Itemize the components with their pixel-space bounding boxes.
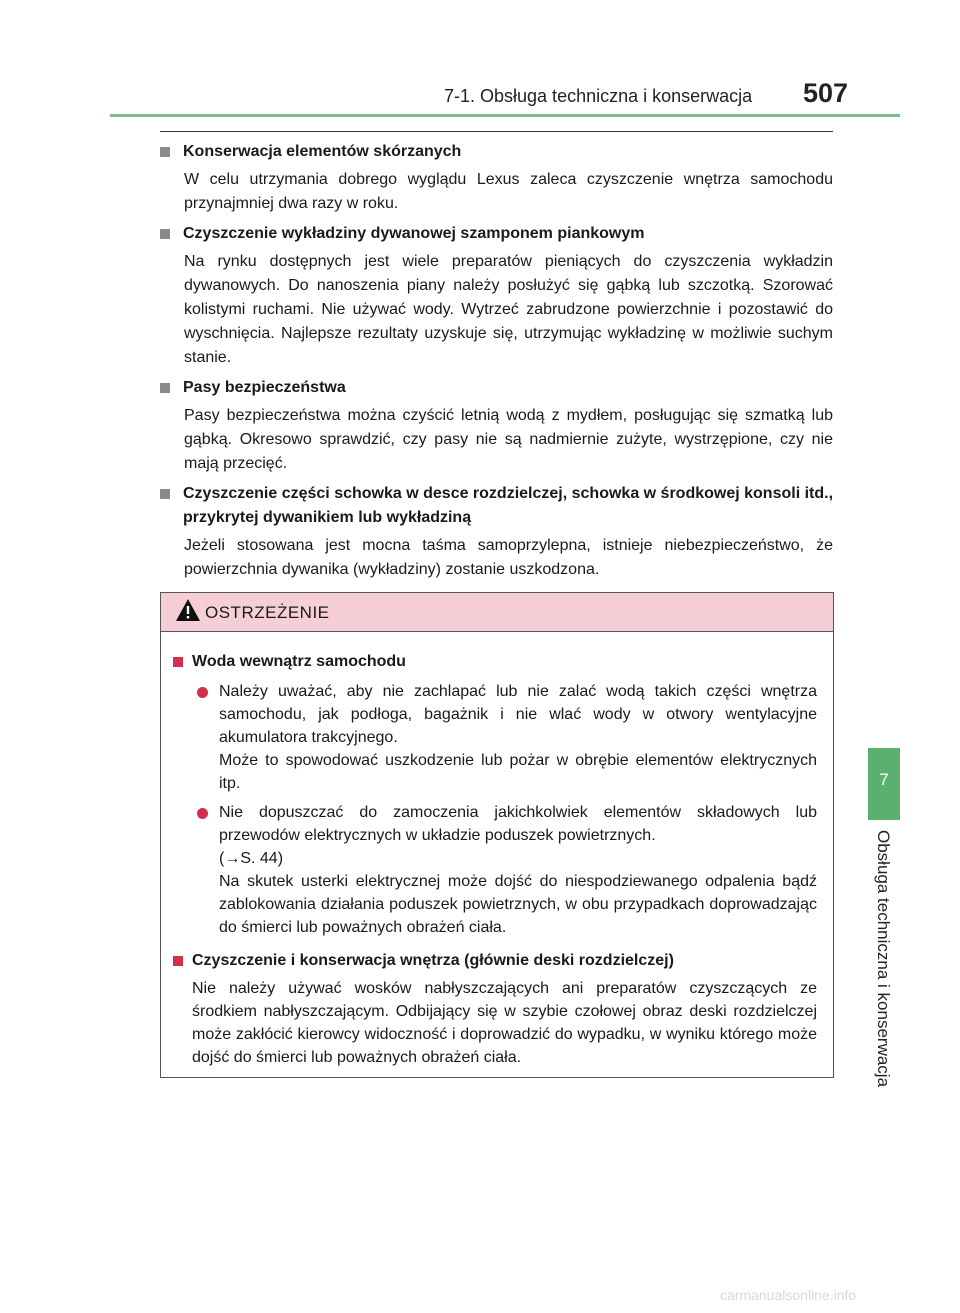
- red-square-bullet-icon: [173, 956, 183, 966]
- warning-text: Należy uważać, aby nie zachlapać lub nie zalać wodą takich części wnętrza samochodu, jak podłoga, bagażnik i nie wlać wody w otwory wentylacyjne akumulatora trakcyjnego.: [219, 683, 817, 746]
- warning-body: [161, 632, 833, 1069]
- page-header: [0, 0, 960, 120]
- page-reference-link[interactable]: (→S. 44): [219, 850, 284, 867]
- section-seatbelts: [160, 376, 833, 476]
- page-number: 507: [803, 78, 849, 108]
- square-bullet-icon: [160, 147, 170, 157]
- red-dot-bullet-icon: [197, 808, 208, 819]
- section-title: Konserwacja elementów skórzanych: [183, 143, 462, 160]
- section-body: W celu utrzymania dobrego wyglądu Lexus zaleca czyszczenie wnętrza samochodu przynajmniej dwa razy w roku.: [184, 171, 833, 212]
- main-content: [160, 140, 833, 588]
- content-divider: [160, 131, 833, 132]
- warning-bullet: [197, 801, 817, 939]
- section-leather: [160, 140, 833, 216]
- red-dot-bullet-icon: [197, 687, 208, 698]
- warning-triangle-icon: [175, 598, 201, 622]
- warning-section-title: Czyszczenie i konserwacja wnętrza (głównie deski rozdzielczej): [192, 952, 674, 969]
- watermark: carmanualsonline.info: [720, 1287, 857, 1303]
- section-body: Na rynku dostępnych jest wiele preparatów pieniących do czyszczenia wykładzin dywanowych. Do nanoszenia piany należy posłużyć się gąbką lub szczotką. Szorować kolistymi ruchami. Nie używać wody. Wytrzeć zabrudzone powierzchnie i pozostawić do wyschnięcia. Najlepsze rezultaty uzyskuje się, utrzymując wykładzinę w możliwie suchym stanie.: [184, 253, 833, 366]
- chapter-tab-number: 7: [879, 770, 889, 789]
- square-bullet-icon: [160, 383, 170, 393]
- warning-bullet: [197, 680, 817, 795]
- red-square-bullet-icon: [173, 657, 183, 667]
- section-body: Jeżeli stosowana jest mocna taśma samoprzylepna, istnieje niebezpieczeństwo, że powierzchnia dywanika (wykładziny) zostanie uszkodzona.: [184, 537, 833, 578]
- header-divider: [110, 114, 900, 117]
- section-carpet: [160, 222, 833, 370]
- warning-text: Na skutek usterki elektrycznej może dojść do niespodziewanego odpalenia bądź zablokowania działania poduszek powietrznych, w obu przypadkach doprowadzając do śmierci lub poważnych obrażeń ciała.: [219, 873, 817, 936]
- chapter-tab-label: [873, 830, 895, 1110]
- warning-box: [160, 592, 834, 1078]
- warning-title: OSTRZEŻENIE: [205, 603, 330, 622]
- warning-text: Nie należy używać wosków nabłyszczających ani preparatów czyszczących ze środkiem nabłyszczającym. Odbijający się w szybie czołowej obraz deski rozdzielczej może zakłócić kierowcy widoczność i doprowadzić do wypadku, w wyniku którego może dojść do śmierci lub poważnych obrażeń ciała.: [192, 980, 817, 1066]
- section-title: Czyszczenie części schowka w desce rozdzielczej, schowka w środkowej konsoli itd., przykrytej dywanikiem lub wykładziną: [183, 485, 834, 526]
- section-storage: [160, 482, 833, 582]
- chapter-title: 7-1. Obsługa techniczna i konserwacja: [444, 86, 753, 106]
- warning-section-title: Woda wewnątrz samochodu: [192, 653, 406, 670]
- warning-header: [161, 593, 833, 632]
- square-bullet-icon: [160, 229, 170, 239]
- section-title: Czyszczenie wykładziny dywanowej szamponem piankowym: [183, 225, 645, 242]
- section-body: Pasy bezpieczeństwa można czyścić letnią wodą z mydłem, posługując się szmatką lub gąbką. Okresowo sprawdzić, czy pasy nie są nadmiernie zużyte, wystrzępione, czy nie mają przecięć.: [184, 407, 833, 472]
- square-bullet-icon: [160, 489, 170, 499]
- section-title: Pasy bezpieczeństwa: [183, 379, 346, 396]
- chapter-tab-label-text: Obsługa techniczna i konserwacja: [874, 830, 893, 1088]
- warning-text: Nie dopuszczać do zamoczenia jakichkolwiek elementów składowych lub przewodów elektrycznych w układzie poduszek powietrznych.: [219, 804, 817, 844]
- warning-text: Może to spowodować uszkodzenie lub pożar w obrębie elementów elektrycznych itp.: [219, 752, 817, 792]
